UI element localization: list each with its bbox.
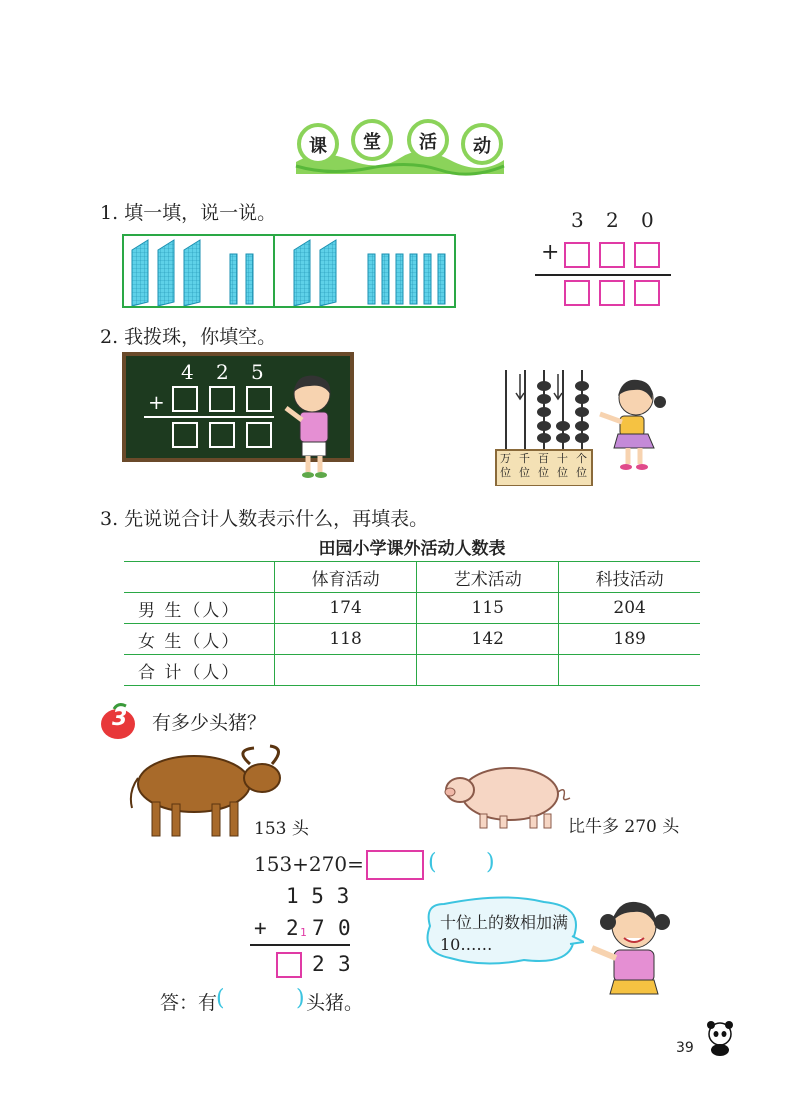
- board-sum-box-3[interactable]: [246, 422, 272, 448]
- abacus-label-wan: 万位: [500, 452, 511, 479]
- board-sum-box-1[interactable]: [172, 422, 198, 448]
- board-plus-sign: +: [148, 390, 165, 414]
- q1-sum-box-2[interactable]: [599, 280, 625, 306]
- table-blank-cell[interactable]: [275, 655, 417, 686]
- equation-paren-close: ): [486, 850, 495, 875]
- q1-addend-box-3[interactable]: [634, 242, 660, 268]
- q1-addend-box-1[interactable]: [564, 242, 590, 268]
- row-label: 女 生（人）: [124, 624, 275, 655]
- q1-sum-box-3[interactable]: [634, 280, 660, 306]
- vertical-sum-ones: 3: [338, 952, 351, 976]
- vertical-sum-line: [250, 944, 350, 946]
- abacus-label-shi: 十位: [557, 452, 568, 479]
- hint-text: 十位上的数相加满10……: [440, 913, 569, 954]
- table-cell: 142: [417, 624, 559, 655]
- abacus-label-bai: 百位: [538, 452, 549, 479]
- vertical-addend-2-ones: 0: [338, 916, 351, 940]
- row-label: 男 生（人）: [124, 593, 275, 624]
- equation-answer-box[interactable]: [366, 850, 424, 880]
- q1-vertical-addition: [535, 208, 675, 318]
- table-header-cell: 艺术活动: [417, 562, 559, 593]
- banner-char-4: 动: [473, 136, 491, 157]
- table-cell: 204: [559, 593, 700, 624]
- answer-prefix: 答：有: [160, 992, 218, 1014]
- banner-char-1: 课: [309, 136, 327, 157]
- board-addend-box-1[interactable]: [172, 386, 198, 412]
- vertical-sum-tens: 2: [312, 952, 325, 976]
- boy-illustration: [280, 372, 350, 482]
- girl-pointing-illustration: [584, 896, 684, 996]
- abacus-label-qian: 千位: [519, 452, 530, 479]
- answer-suffix: 头猪。: [306, 992, 364, 1014]
- lesson-banner: [290, 118, 510, 182]
- equation-text: 153+270=: [254, 852, 364, 876]
- table-blank-cell[interactable]: [559, 655, 700, 686]
- table-header-cell: [124, 562, 275, 593]
- equation-paren-open: (: [428, 850, 437, 875]
- table-cell: 189: [559, 624, 700, 655]
- q1-plus-sign: +: [541, 240, 560, 265]
- board-digit-ones: 5: [251, 360, 264, 384]
- banner-char-3: 活: [419, 132, 437, 153]
- q3-title: 3. 先说说合计人数表示什么，再填表。: [100, 508, 429, 530]
- pig-illustration: [444, 762, 574, 832]
- table-header-row: [124, 562, 700, 593]
- q1-block-panel: [122, 234, 456, 308]
- vertical-addend-2-hundreds: 2: [286, 916, 299, 940]
- table-cell: 115: [417, 593, 559, 624]
- answer-blank[interactable]: [228, 988, 294, 1014]
- q1-addend-box-2[interactable]: [599, 242, 625, 268]
- q1-digit-tens: 2: [606, 208, 619, 232]
- base-ten-blocks-illustration: [124, 236, 454, 306]
- q1-digit-hundreds: 3: [571, 208, 584, 232]
- board-digit-tens: 2: [216, 360, 229, 384]
- answer-paren-open: (: [216, 986, 225, 1011]
- q1-sum-box-1[interactable]: [564, 280, 590, 306]
- table-row: [124, 624, 700, 655]
- table-blank-cell[interactable]: [417, 655, 559, 686]
- vertical-plus-sign: +: [254, 916, 267, 940]
- cow-label: 153 头: [254, 819, 309, 839]
- table-cell: 174: [275, 593, 417, 624]
- q1-title: 1. 填一填，说一说。: [100, 202, 277, 224]
- table-cell: 118: [275, 624, 417, 655]
- board-sum-box-2[interactable]: [209, 422, 235, 448]
- board-addend-box-3[interactable]: [246, 386, 272, 412]
- activity-table: [124, 561, 700, 686]
- table-row: [124, 593, 700, 624]
- example-number: 3: [112, 706, 128, 731]
- table-header-cell: 科技活动: [559, 562, 700, 593]
- table-title: 田园小学课外活动人数表: [318, 539, 506, 559]
- page-number: 39: [676, 1040, 694, 1056]
- example-title: 有多少头猪？: [152, 712, 267, 734]
- table-row: [124, 655, 700, 686]
- answer-paren-close: ): [296, 986, 305, 1011]
- abacus-label-ge: 个位: [576, 452, 587, 479]
- q1-sum-line: [535, 274, 671, 276]
- vertical-addend-1: 1 5 3: [286, 884, 350, 908]
- q2-title: 2. 我拨珠，你填空。: [100, 326, 277, 348]
- girl-illustration: [590, 376, 670, 476]
- table-header-cell: 体育活动: [275, 562, 417, 593]
- row-label: 合 计（人）: [124, 655, 275, 686]
- q1-digit-ones: 0: [641, 208, 654, 232]
- vertical-sum-hundreds-box[interactable]: [276, 952, 302, 978]
- board-digit-hundreds: 4: [181, 360, 194, 384]
- panda-icon: [700, 1018, 740, 1058]
- vertical-addend-2-tens: 7: [312, 916, 325, 940]
- board-addend-box-2[interactable]: [209, 386, 235, 412]
- vertical-carry: 1: [300, 926, 307, 939]
- pig-label: 比牛多 270 头: [568, 817, 680, 837]
- board-sum-line: [144, 416, 274, 418]
- banner-char-2: 堂: [363, 132, 381, 153]
